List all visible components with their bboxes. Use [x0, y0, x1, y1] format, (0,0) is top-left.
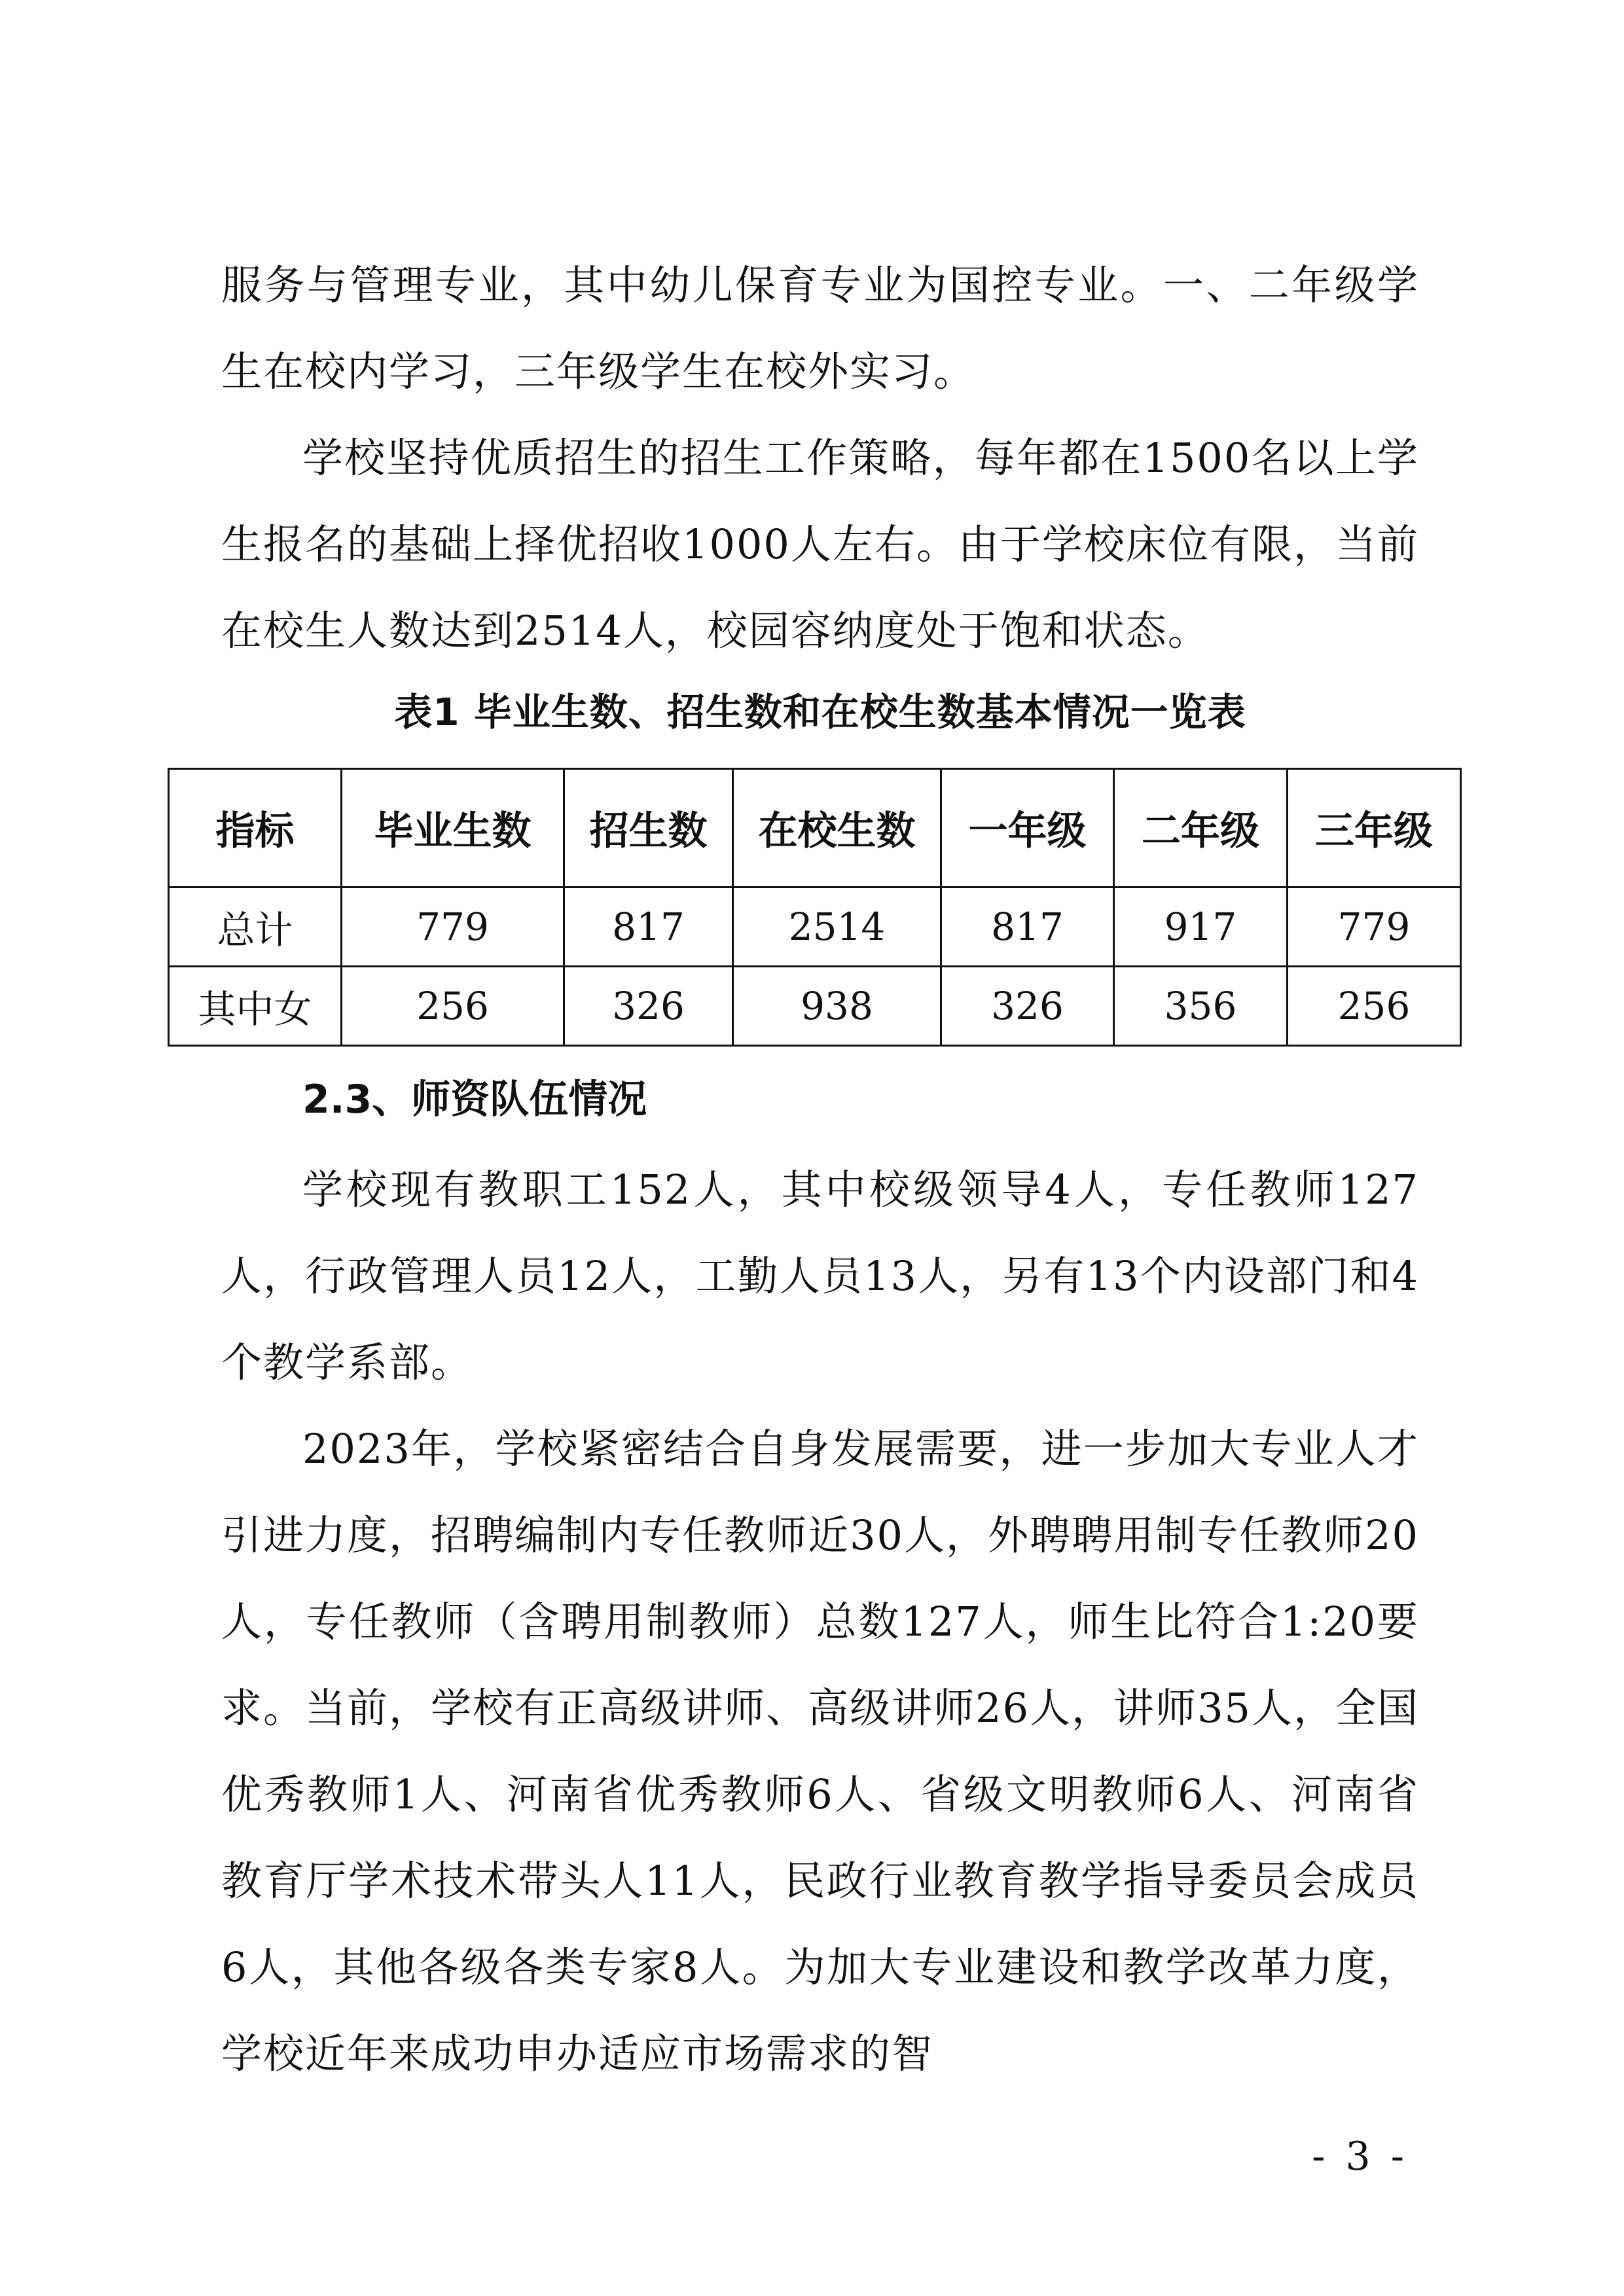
- paragraph-faculty-2023: 2023年，学校紧密结合自身发展需要，进一步加大专业人才引进力度，招聘编制内专任教师近30人，外聘聘用制专任教师20人，专任教师（含聘用制教师）总数127人，师生比符合1:20要求。当前，学校有正高级讲师、高级讲师26人，讲师35人，全国优秀教师1人、河南省优秀教师6人、省级文明教师6人、河南省教育厅学术技术带头人11人，民政行业教育教学指导委员会成员6人，其他各级各类专家8人。为加大专业建设和教学改革力度，学校近年来成功申办适应市场需求的智: [221, 1425, 1419, 2077]
- header-grade-2: 二年级: [1114, 769, 1288, 888]
- header-indicator: 指标: [169, 769, 342, 888]
- table-cell: 256: [342, 967, 564, 1046]
- table-row: [169, 967, 1461, 1046]
- paragraph-majors: 服务与管理专业，其中幼儿保育专业为国控专业。一、二年级学生在校内学习，三年级学生在校外实习。: [221, 261, 1419, 395]
- header-enrolled: 招生数: [564, 769, 733, 888]
- table-cell: 326: [941, 967, 1114, 1046]
- table-cell: 817: [941, 888, 1114, 967]
- header-grade-1: 一年级: [941, 769, 1114, 888]
- student-stats-table: [168, 768, 1462, 1047]
- table-cell: 938: [733, 967, 941, 1046]
- table-cell: 其中女: [169, 967, 342, 1046]
- table-header-row: [169, 769, 1461, 888]
- header-graduates: 毕业生数: [342, 769, 564, 888]
- table-row: [169, 888, 1461, 967]
- table-cell: 917: [1114, 888, 1288, 967]
- section-heading: 2.3、师资队伍情况: [302, 1077, 647, 1122]
- table-cell: 356: [1114, 967, 1288, 1046]
- page-number: - 3 -: [1312, 2134, 1408, 2179]
- table-cell: 326: [564, 967, 733, 1046]
- header-grade-3: 三年级: [1288, 769, 1461, 888]
- paragraph-staff: 学校现有教职工152人，其中校级领导4人，专任教师127人，行政管理人员12人，工勤人员13人，另有13个内设部门和4个教学系部。: [221, 1166, 1419, 1386]
- table-cell: 779: [342, 888, 564, 967]
- table-cell: 779: [1288, 888, 1461, 967]
- paragraph-enrollment: 学校坚持优质招生的招生工作策略，每年都在1500名以上学生报名的基础上择优招收1000人左右。由于学校床位有限，当前在校生人数达到2514人，校园容纳度处于饱和状态。: [221, 434, 1419, 655]
- table-cell: 256: [1288, 967, 1461, 1046]
- table-cell: 817: [564, 888, 733, 967]
- table-cell: 2514: [733, 888, 941, 967]
- table-cell: 总计: [169, 888, 342, 967]
- table-caption: 表1 毕业生数、招生数和在校生数基本情况一览表: [394, 690, 1246, 734]
- header-current-students: 在校生数: [733, 769, 941, 888]
